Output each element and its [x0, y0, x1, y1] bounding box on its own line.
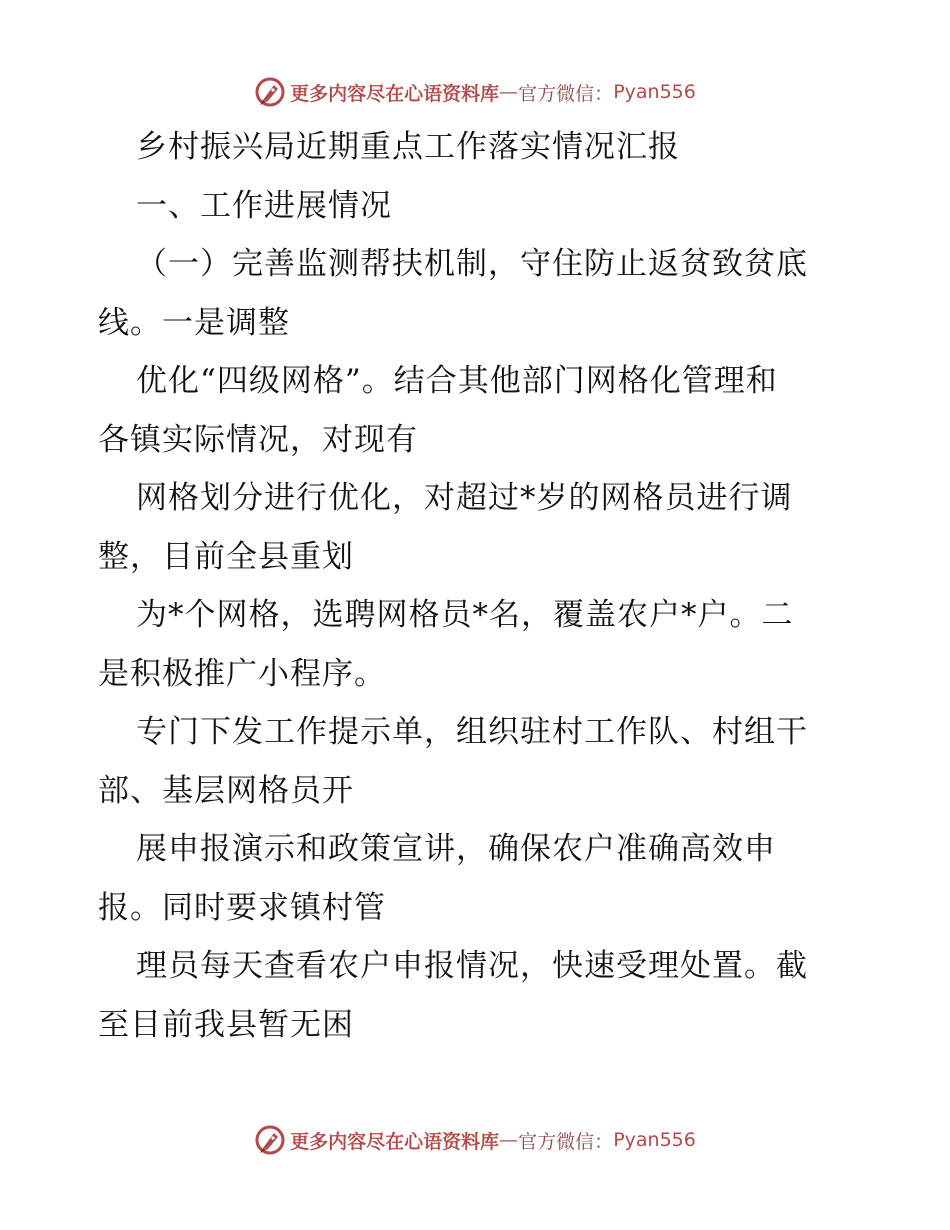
paragraph-line: （一）完善监测帮扶机制，守住防止返贫致贫底 — [136, 246, 808, 282]
paragraph-line: 展申报演示和政策宣讲，确保农户准确高效申 — [136, 831, 776, 867]
paragraph-line: 专门下发工作提示单，组织驻村工作队、村组干 — [136, 714, 808, 750]
pen-nib-logo-icon — [254, 1124, 286, 1156]
paragraph-line: 为*个网格，选聘网格员*名，覆盖农户*户。二 — [136, 597, 794, 633]
banner-wechat-id: Pyan556 — [613, 1129, 696, 1151]
footer-banner — [0, 1120, 950, 1160]
header-banner — [0, 72, 950, 112]
section-heading: 一、工作进展情况 — [136, 187, 392, 224]
paragraph-line: 优化“四级网格”。结合其他部门网格化管理和 — [136, 363, 778, 399]
banner-dash: — — [499, 81, 519, 103]
paragraph-line: 至目前我县暂无困 — [98, 1006, 354, 1043]
banner-official-label: 官方微信： — [518, 82, 614, 105]
banner-official-label: 官方微信： — [518, 1130, 614, 1153]
banner-main-text: 更多内容尽在心语资料库 — [290, 82, 500, 105]
paragraph-line: 网格划分进行优化，对超过*岁的网格员进行调 — [136, 480, 793, 516]
banner-dash: — — [499, 1129, 519, 1151]
paragraph-line: 各镇实际情况，对现有 — [98, 421, 418, 458]
banner-wechat-id: Pyan556 — [613, 81, 696, 103]
banner-main-text: 更多内容尽在心语资料库 — [290, 1130, 500, 1153]
paragraph-line: 线。一是调整 — [98, 304, 290, 341]
document-body — [98, 118, 858, 1054]
pen-nib-logo-icon — [254, 76, 286, 108]
document-title: 乡村振兴局近期重点工作落实情况汇报 — [136, 129, 680, 165]
paragraph-line: 整，目前全县重划 — [98, 538, 354, 575]
paragraph-line: 报。同时要求镇村管 — [98, 889, 386, 926]
paragraph-line: 理员每天查看农户申报情况，快速受理处置。截 — [136, 948, 808, 984]
paragraph-line: 是积极推广小程序。 — [98, 655, 386, 692]
paragraph-line: 部、基层网格员开 — [98, 772, 354, 809]
